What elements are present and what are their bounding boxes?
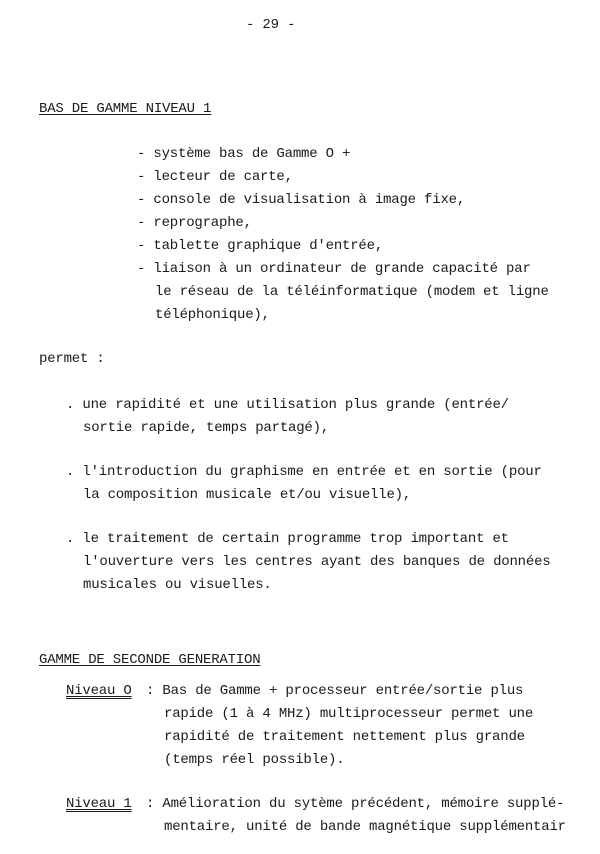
list-item-continuation: téléphonique), (155, 307, 270, 323)
bullet-continuation: la composition musicale et/ou visuelle), (83, 487, 412, 503)
page-number: - 29 - (246, 17, 296, 33)
list-item: - lecteur de carte, (137, 169, 293, 185)
list-item: - console de visualisation à image fixe, (137, 192, 466, 208)
list-item-continuation: le réseau de la téléinformatique (modem et ligne (155, 284, 549, 300)
section-heading-bas-de-gamme: BAS DE GAMME NIVEAU 1 (39, 101, 212, 117)
level-description: : Amélioration du sytème précédent, mémoire supplé- (146, 796, 565, 812)
level-label-niveau-1: Niveau 1 (66, 796, 132, 812)
level-description-continuation: rapidité de traitement nettement plus grande (164, 729, 525, 745)
list-item: - système bas de Gamme O + (137, 146, 351, 162)
bullet-continuation: l'ouverture vers les centres ayant des banques de données (83, 554, 551, 570)
bullet-item: . une rapidité et une utilisation plus grande (entrée/ (66, 397, 509, 413)
bullet-item: . le traitement de certain programme trop important et (66, 531, 509, 547)
list-item: - liaison à un ordinateur de grande capacité par (137, 261, 531, 277)
level-description-continuation: rapide (1 à 4 MHz) multiprocesseur permet une (164, 706, 534, 722)
level-description: : Bas de Gamme + processeur entrée/sortie plus (146, 683, 524, 699)
level-label-niveau-0: Niveau O (66, 683, 132, 699)
level-description-continuation: (temps réel possible). (164, 752, 345, 768)
bullet-item: . l'introduction du graphisme en entrée et en sortie (pour (66, 464, 542, 480)
list-item: - tablette graphique d'entrée, (137, 238, 384, 254)
list-item: - reprographe, (137, 215, 252, 231)
level-description-continuation: mentaire, unité de bande magnétique supplémentair (164, 819, 566, 835)
bullet-continuation: sortie rapide, temps partagé), (83, 420, 330, 436)
permet-label: permet : (39, 351, 105, 367)
section-heading-seconde-generation: GAMME DE SECONDE GENERATION (39, 652, 261, 668)
bullet-continuation: musicales ou visuelles. (83, 577, 272, 593)
